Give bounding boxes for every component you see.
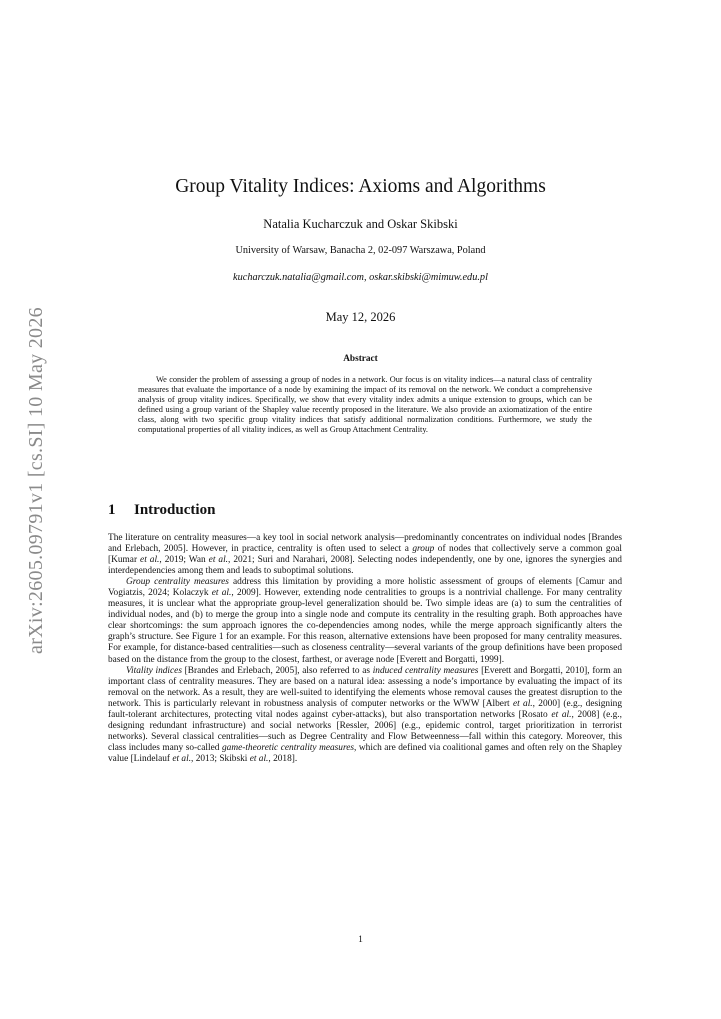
emphasis: et al. (172, 753, 192, 764)
text-run: , 2008] (e.g., designing redundant infrastructure) and social networks [Ressler, 2006] (e.g., epidemic control, target prioritization in terrorist networks). Several classical centralities—such as Degree Centrality and Flow Betweenness—fall within this category. Moreover, this class includes many so-called (108, 709, 622, 753)
paper-title: Group Vitality Indices: Axioms and Algorithms (175, 176, 546, 197)
emphasis: et al. (551, 709, 572, 720)
paper-emails: kucharczuk.natalia@gmail.com, oskar.skibski@mimuw.edu.pl (233, 272, 488, 283)
text-run: [Everett and Borgatti, 2010], form an important class of centrality measures. They are based on a natural idea: assessing a node’s importance by evaluating the impact of its removal on the network. As a result, they are well-suited to identifying the elements whose removal causes the greatest disruption to the network. This is particularly relevant in robustness analysis of computer networks or the WWW [Albert (108, 665, 622, 709)
section-heading (108, 502, 215, 519)
text-run: The literature on centrality measures—a key tool in social network analysis—predominantly concentrates on individual nodes [Brandes and Erlebach, 2005]. However, in practice, centrality is often used to select a (108, 533, 622, 555)
abstract-text: We consider the problem of assessing a group of nodes in a network. Our focus is on vitality indices—a natural class of centrality measures that evaluate the importance of a node by examining the impact of its removal on the network. We conduct a comprehensive analysis of group vitality indices. Specifically, we show that every vitality index admits a unique extension to groups, which can be defined using a group variant of the Shapley value recently proposed in the literature. We also provide an axiomatization of the entire class, along with two specific group vitality indices that satisfy additional normalization conditions. Furthermore, we study the computational properties of all vitality indices, as well as Group Attachment Centrality. (138, 375, 592, 435)
text-run: [Brandes and Erlebach, 2005], also referred to as (181, 665, 373, 676)
emphasis: Group centrality measures (126, 577, 229, 588)
text-run: , which are defined via coalitional games and often rely on the Shapley value [Lindelauf (108, 742, 622, 764)
paragraph-2 (108, 577, 622, 665)
paper-authors: Natalia Kucharczuk and Oskar Skibski (263, 217, 458, 231)
emphasis: et al. (140, 555, 160, 566)
paper-affiliation: University of Warsaw, Banacha 2, 02-097 Warszawa, Poland (235, 245, 486, 256)
section-body (108, 533, 622, 765)
text-run: of nodes that collectively serve a common goal [Kumar (108, 544, 622, 566)
text-run: , 2013; Skibski (191, 753, 250, 764)
text-run: , 2018]. (268, 753, 298, 764)
section-number: 1 (108, 502, 116, 518)
abstract-heading: Abstract (343, 354, 378, 364)
text-run: , 2021; Suri and Narahari, 2008]. Selecting nodes independently, one by one, ignores the synergies and interdependencies among them and leads to suboptimal solutions. (108, 555, 622, 577)
text-run: , 2019; Wan (159, 555, 209, 566)
paragraph-1 (108, 533, 622, 577)
text-run: , 2000] (e.g., designing fault-tolerant architectures, protecting vital nodes against cyber-attacks), but also transportation networks [Rosato (108, 698, 623, 720)
arxiv-identifier-text: arXiv:2605.09791v1 [cs.SI] 10 May 2026 (24, 306, 47, 654)
text-run: , 2009]. However, extending node centralities to groups is a nontrivial challenge. For many centrality measures, it is unclear what the appropriate group-level generalization should be. Two simple ideas are (a) to sum the centralities of individual nodes, and (b) to merge the group into a single node and compute its centrality in the resulting graph. Both approaches have clear shortcomings: the sum approach ignores the co-dependencies among nodes, while the merge approach significantly alters the graph’s structure. See Figure 1 for an example. For this reason, alternative extensions have been proposed for many centrality measures. For example, for distance-based centralities—such as closeness centrality—several variants of the group definitions have been proposed based on the distance from the group to the closest, farthest, or average node [Everett and Borgatti, 1999]. (108, 588, 622, 665)
section-title: Introduction (134, 502, 216, 518)
emphasis: group (412, 544, 435, 555)
emphasis: et al. (512, 698, 533, 709)
emphasis: et al. (208, 555, 228, 566)
emphasis: induced centrality measures (372, 665, 479, 676)
paragraph-3 (108, 666, 622, 765)
emphasis: game-theoretic centrality measures (221, 742, 355, 753)
page-number: 1 (358, 935, 363, 945)
paper-date: May 12, 2026 (325, 310, 396, 324)
text-run: address this limitation by providing a more holistic assessment of groups of elements [Camur and Vogiatzis, 2024; Kolaczyk (108, 577, 622, 599)
emphasis: et al. (249, 753, 269, 764)
emphasis: et al. (211, 588, 232, 599)
emphasis: Vitality indices (126, 665, 182, 676)
